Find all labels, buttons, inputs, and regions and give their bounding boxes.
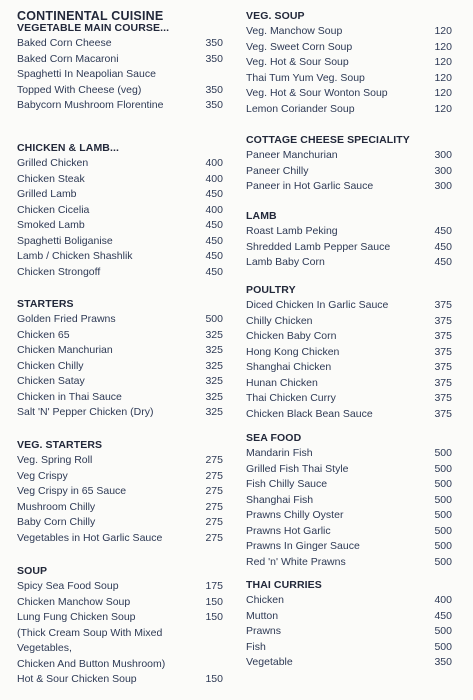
item-price: 450 <box>434 256 452 268</box>
item-name: Paneer Chilly <box>246 164 309 177</box>
menu-item <box>246 508 452 524</box>
menu-item <box>246 240 452 256</box>
item-name: Veg Crispy in 65 Sauce <box>17 485 127 497</box>
menu-item <box>246 391 452 407</box>
item-name: Roast Lamb Peking <box>246 225 338 237</box>
menu-item <box>17 531 223 547</box>
item-name: Diced Chicken In Garlic Sauce <box>246 299 389 311</box>
item-name: Chicken in Thai Sauce <box>17 390 122 403</box>
item-price: 300 <box>434 149 452 161</box>
item-price: 500 <box>434 493 452 506</box>
menu-item <box>246 314 452 330</box>
item-name: Grilled Fish Thai Style <box>246 462 349 475</box>
item-name: Veg. Manchow Soup <box>246 25 343 37</box>
menu-item <box>17 641 223 657</box>
menu-section-cottage-cheese-speciality <box>246 133 452 195</box>
menu-section-vegetable-main-course <box>17 21 223 114</box>
item-name: Veg Crispy <box>17 469 68 482</box>
item-name: Salt 'N' Pepper Chicken (Dry) <box>17 406 154 418</box>
menu-item <box>17 52 223 68</box>
item-name: Mandarin Fish <box>246 447 313 459</box>
item-price: 120 <box>434 102 452 115</box>
item-name: Vegetables in Hot Garlic Sauce <box>17 531 163 544</box>
item-price: 150 <box>205 673 223 685</box>
item-name: Vegetables, <box>17 642 72 654</box>
item-name: Chilly Chicken <box>246 314 313 327</box>
section-heading: THAI CURRIES <box>246 579 322 591</box>
item-name: Veg. Sweet Corn Soup <box>246 40 353 53</box>
item-name: Chicken Cicelia <box>17 203 90 216</box>
menu-section-chicken-lamb <box>17 141 223 280</box>
menu-item <box>246 462 452 478</box>
menu-item <box>17 610 223 626</box>
menu-item <box>17 453 223 469</box>
section-heading: POULTRY <box>246 284 296 296</box>
item-name: Shanghai Chicken <box>246 361 332 373</box>
item-price: 375 <box>434 361 452 373</box>
item-name: Chicken And Button Mushroom) <box>17 657 166 670</box>
item-name: Golden Fried Prawns <box>17 313 116 325</box>
item-name: Lamb Baby Corn <box>246 256 325 268</box>
item-price: 450 <box>434 225 452 237</box>
item-name: Prawns Chilly Oyster <box>246 509 344 521</box>
item-price: 325 <box>205 375 223 387</box>
item-name: Vegetable <box>246 656 293 668</box>
menu-item <box>246 624 452 640</box>
item-name: Spaghetti In Neapolian Sauce <box>17 68 156 80</box>
item-name: Lemon Coriander Soup <box>246 102 355 115</box>
menu-item <box>17 187 223 203</box>
item-price: 400 <box>434 594 452 606</box>
item-name: Thai Chicken Curry <box>246 392 336 404</box>
section-heading: VEG. STARTERS <box>17 439 103 451</box>
item-price: 450 <box>205 219 223 231</box>
item-price: 350 <box>205 83 223 96</box>
menu-section-soup <box>17 564 223 688</box>
menu-item <box>246 329 452 345</box>
item-name: Baked Corn Cheese <box>17 37 112 49</box>
menu-item <box>246 148 452 164</box>
menu-item <box>246 40 452 56</box>
item-price: 120 <box>434 25 452 37</box>
menu-item <box>246 164 452 180</box>
item-price: 350 <box>205 99 223 111</box>
menu-item <box>246 86 452 102</box>
item-name: Baby Corn Chilly <box>17 516 96 528</box>
item-name: Fish <box>246 640 266 653</box>
item-name: Chicken <box>246 594 284 606</box>
item-name: Paneer Manchurian <box>246 149 338 161</box>
item-price: 400 <box>205 172 223 185</box>
item-price: 300 <box>434 164 452 177</box>
item-price: 120 <box>434 56 452 68</box>
menu-section-veg-soup <box>246 9 452 117</box>
item-price: 450 <box>434 609 452 622</box>
menu-item <box>246 493 452 509</box>
item-price: 375 <box>434 314 452 327</box>
item-name: Babycorn Mushroom Florentine <box>17 99 164 111</box>
item-name: Chicken Satay <box>17 375 85 387</box>
menu-item <box>246 376 452 392</box>
menu-item <box>17 579 223 595</box>
item-name: Chicken Black Bean Sauce <box>246 407 373 420</box>
item-price: 400 <box>205 203 223 216</box>
item-price: 275 <box>205 531 223 544</box>
item-name: Mushroom Chilly <box>17 500 96 513</box>
item-price: 350 <box>205 52 223 65</box>
menu-item <box>17 657 223 673</box>
item-name: (Thick Cream Soup With Mixed <box>17 626 163 639</box>
menu-item <box>246 179 452 195</box>
menu-item <box>246 555 452 571</box>
menu-item <box>246 655 452 671</box>
menu-item <box>246 71 452 87</box>
item-price: 450 <box>205 234 223 247</box>
item-name: Thai Tum Yum Veg. Soup <box>246 71 365 84</box>
menu-item <box>17 672 223 688</box>
menu-item <box>246 593 452 609</box>
item-name: Chicken Manchow Soup <box>17 595 131 608</box>
item-price: 325 <box>205 344 223 356</box>
item-price: 375 <box>434 392 452 404</box>
item-name: Chicken Baby Corn <box>246 330 337 342</box>
item-price: 325 <box>205 390 223 403</box>
item-price: 500 <box>434 509 452 521</box>
item-price: 375 <box>434 407 452 420</box>
item-name: Veg. Hot & Sour Soup <box>246 56 349 68</box>
section-heading: VEG. SOUP <box>246 10 305 22</box>
menu-item <box>17 595 223 611</box>
item-name: Spicy Sea Food Soup <box>17 580 119 592</box>
menu-item <box>17 203 223 219</box>
menu-item <box>17 265 223 281</box>
menu-section-lamb <box>246 209 452 271</box>
section-heading: LAMB <box>246 210 277 222</box>
item-price: 325 <box>205 406 223 418</box>
item-price: 500 <box>434 462 452 475</box>
menu-item <box>246 55 452 71</box>
menu-item <box>17 234 223 250</box>
menu-item <box>17 67 223 83</box>
menu-section-sea-food <box>246 431 452 570</box>
item-price: 275 <box>205 485 223 497</box>
menu-item <box>17 405 223 421</box>
item-price: 150 <box>205 595 223 608</box>
menu-item <box>246 298 452 314</box>
item-name: Veg. Hot & Sour Wonton Soup <box>246 87 388 99</box>
item-name: Grilled Lamb <box>17 188 77 200</box>
item-price: 300 <box>434 180 452 192</box>
item-price: 500 <box>434 625 452 637</box>
item-price: 350 <box>434 656 452 668</box>
item-name: Grilled Chicken <box>17 157 89 169</box>
item-price: 120 <box>434 71 452 84</box>
menu-section-thai-curries <box>246 578 452 671</box>
item-price: 450 <box>434 240 452 253</box>
item-price: 450 <box>205 265 223 278</box>
item-name: Mutton <box>246 609 279 622</box>
menu-item <box>246 224 452 240</box>
menu-item <box>246 609 452 625</box>
item-price: 325 <box>205 359 223 372</box>
menu-item <box>17 500 223 516</box>
item-name: Red 'n' White Prawns <box>246 555 346 568</box>
menu-item <box>246 446 452 462</box>
section-heading: COTTAGE CHEESE SPECIALITY <box>246 134 410 146</box>
menu-item <box>17 328 223 344</box>
item-name: Chicken 65 <box>17 328 70 341</box>
menu-item <box>17 515 223 531</box>
menu-section-starters <box>17 297 223 421</box>
item-name: Shredded Lamb Pepper Sauce <box>246 240 391 253</box>
menu-item <box>17 172 223 188</box>
item-name: Chicken Strongoff <box>17 265 101 278</box>
menu-title: CONTINENTAL CUISINE <box>17 9 164 23</box>
menu-item <box>17 36 223 52</box>
item-name: Hot & Sour Chicken Soup <box>17 673 137 685</box>
item-price: 375 <box>434 345 452 358</box>
item-price: 500 <box>434 478 452 490</box>
item-name: Veg. Spring Roll <box>17 454 93 466</box>
menu-item <box>246 345 452 361</box>
menu-item <box>17 98 223 114</box>
item-price: 450 <box>205 188 223 200</box>
menu-item <box>246 102 452 118</box>
item-name: Lung Fung Chicken Soup <box>17 611 136 623</box>
item-price: 120 <box>434 87 452 99</box>
item-price: 375 <box>434 299 452 311</box>
item-price: 500 <box>434 555 452 568</box>
section-heading: STARTERS <box>17 298 74 310</box>
menu-section-poultry <box>246 283 452 422</box>
item-price: 275 <box>205 516 223 528</box>
item-price: 500 <box>434 540 452 552</box>
menu-item <box>246 539 452 555</box>
item-price: 375 <box>434 330 452 342</box>
item-name: Paneer in Hot Garlic Sauce <box>246 180 374 192</box>
item-price: 375 <box>434 376 452 389</box>
menu-item <box>17 469 223 485</box>
item-name: Spaghetti Boliganise <box>17 234 113 247</box>
menu-item <box>246 477 452 493</box>
item-name: Prawns In Ginger Sauce <box>246 540 360 552</box>
section-heading: SOUP <box>17 565 48 577</box>
menu-item <box>17 83 223 99</box>
item-price: 275 <box>205 469 223 482</box>
menu-item <box>246 524 452 540</box>
item-price: 450 <box>205 250 223 262</box>
item-price: 150 <box>205 611 223 623</box>
item-name: Topped With Cheese (veg) <box>17 83 142 96</box>
menu-item <box>17 249 223 265</box>
item-price: 500 <box>205 313 223 325</box>
item-price: 120 <box>434 40 452 53</box>
item-price: 175 <box>205 580 223 592</box>
item-price: 400 <box>205 157 223 169</box>
menu-section-veg-starters <box>17 438 223 546</box>
item-name: Chicken Manchurian <box>17 344 113 356</box>
section-heading: VEGETABLE MAIN COURSE... <box>17 22 170 34</box>
menu-item <box>17 390 223 406</box>
menu-item <box>17 374 223 390</box>
menu-item <box>246 640 452 656</box>
item-name: Prawns <box>246 625 282 637</box>
item-price: 500 <box>434 447 452 459</box>
section-heading: CHICKEN & LAMB... <box>17 142 120 154</box>
menu-item <box>17 484 223 500</box>
item-name: Prawns Hot Garlic <box>246 524 331 537</box>
item-name: Chicken Chilly <box>17 359 84 372</box>
menu-item <box>17 359 223 375</box>
menu-item <box>17 312 223 328</box>
item-name: Fish Chilly Sauce <box>246 478 328 490</box>
item-name: Hong Kong Chicken <box>246 345 340 358</box>
menu-item <box>17 343 223 359</box>
item-price: 275 <box>205 454 223 466</box>
item-price: 350 <box>205 37 223 49</box>
menu-item <box>17 218 223 234</box>
menu-item <box>17 156 223 172</box>
item-name: Shanghai Fish <box>246 493 314 506</box>
menu-item <box>246 255 452 271</box>
menu-item <box>246 407 452 423</box>
item-price: 500 <box>434 640 452 653</box>
item-price: 325 <box>205 328 223 341</box>
item-price: 275 <box>205 500 223 513</box>
menu-item <box>17 626 223 642</box>
menu-item <box>246 24 452 40</box>
item-name: Lamb / Chicken Shashlik <box>17 250 133 262</box>
item-name: Chicken Steak <box>17 172 85 185</box>
item-name: Hunan Chicken <box>246 376 318 389</box>
item-name: Smoked Lamb <box>17 219 85 231</box>
item-name: Baked Corn Macaroni <box>17 52 119 65</box>
menu-item <box>246 360 452 376</box>
item-price: 500 <box>434 524 452 537</box>
section-heading: SEA FOOD <box>246 432 302 444</box>
